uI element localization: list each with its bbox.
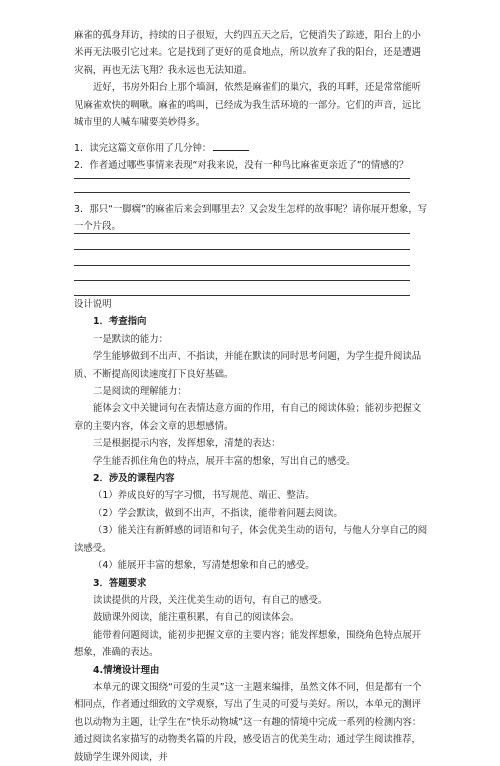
section-4-line-1: 本单元的课文围绕“可爱的生灵”这一主题来编排，虽然文体不同，但是都有一个相同点，作者通过细致的文学观察，写出了生灵的可爱与美好。所以，本单元的测评也以动物为主题，让学生在“快乐动物城”这一有趣的情境中完成一系列的检测内容：通过阅读名家描写的动物类名篇的片段，感受语言的优美生动；通过学生阅读推荐，鼓励学生课外阅读，并 [74,681,422,763]
passage-paragraph-1: 麻雀的孤身拜访，持续的日子很短，大约四五天之后，它便消失了踪迹，阳台上的小米再无法吸引它过来。它是找到了更好的觅食地点，所以放弃了我的阳台，还是遭遇灾祸，再也无法飞翔？我永远也无法知道。 [74,30,421,76]
question-2-text: 2．作者通过哪些事情来表现“对我来说，没有一种鸟比麻雀更亲近了”的情感的？ [74,160,409,171]
passage-paragraph-2: 近好，书房外阳台上那个墙洞，依然是麻雀们的巢穴，我的耳畔，还是常常能听见麻雀欢快的啁啾。麻雀的鸣叫，已经成为我生活环境的一部分。它们的声音，远比城市里的人喊车啸要美妙得多。 [74,82,422,129]
question-1-text: 1．读完这篇文章你用了几分钟： [74,143,212,154]
passage [74,27,430,131]
answer-blank[interactable] [213,140,249,151]
answer-line[interactable] [74,192,410,193]
section-4-title: 4.情境设计理由 [93,664,160,676]
section-1-title: 1．考查指向 [93,316,147,328]
section-1-line-3: 二是阅读的理解能力： [93,386,187,398]
question-3-text: 3．那只“一脚瘸”的麻雀后来会到哪里去？又会发生怎样的故事呢？请你展开想象，写一个片段。 [74,204,428,233]
section-2-line-3: （3）能关注有新鲜感的词语和句子，体会优美生动的语句，与他人分享自己的阅读感受。 [74,525,428,554]
section-2-title: 2．涉及的课程内容 [93,473,175,485]
section-3-line-3: 能带着问题阅读，能初步把握文章的主要内容；能发挥想象，围绕角色特点展开想象，准确的表达。 [74,629,422,659]
section-1-line-5: 三是根据提示内容，发挥想象，清楚的表达： [93,438,281,450]
section-3-line-2: 鼓励课外阅读，能注重积累，有自己的阅读体会。 [93,612,300,624]
section-1-line-2: 学生能够做到不出声、不指读，并能在默读的同时思考问题，为学生提升阅读品质、不断提高阅读速度打下良好基础。 [74,351,422,380]
section-1-line-4: 能体会文中关键词句在表情达意方面的作用，有自己的阅读体验；能初步把握文章的主要内容，体会文章的思想感情。 [74,403,422,432]
section-3-title: 3．答题要求 [93,577,147,589]
design-title: 设计说明 [74,299,112,310]
section-1-line-6: 学生能否抓住角色的特点，展开丰富的想象，写出自己的感受。 [93,455,356,467]
answer-line[interactable] [74,178,410,179]
question-2 [74,157,430,174]
question-1 [74,140,430,157]
question-3 [74,201,430,236]
answer-line[interactable] [74,249,410,250]
section-2-line-4: （4）能展开丰富的想象，写清楚想象和自己的感受。 [93,560,315,572]
answer-line[interactable] [74,265,410,266]
section-1-line-1: 一是默读的能力： [93,333,169,345]
section-3-line-1: 读读提供的片段，关注优美生动的语句，有自己的感受。 [93,594,328,606]
answer-line[interactable] [74,280,410,281]
section-2-line-1: （1）养成良好的写字习惯，书写规范、端正、整洁。 [93,490,315,502]
section-2-line-2: （2）学会默读，做到不出声，不指读，能带着问题去阅读。 [93,507,343,519]
answer-line[interactable] [74,233,410,234]
design-notes [74,296,430,766]
